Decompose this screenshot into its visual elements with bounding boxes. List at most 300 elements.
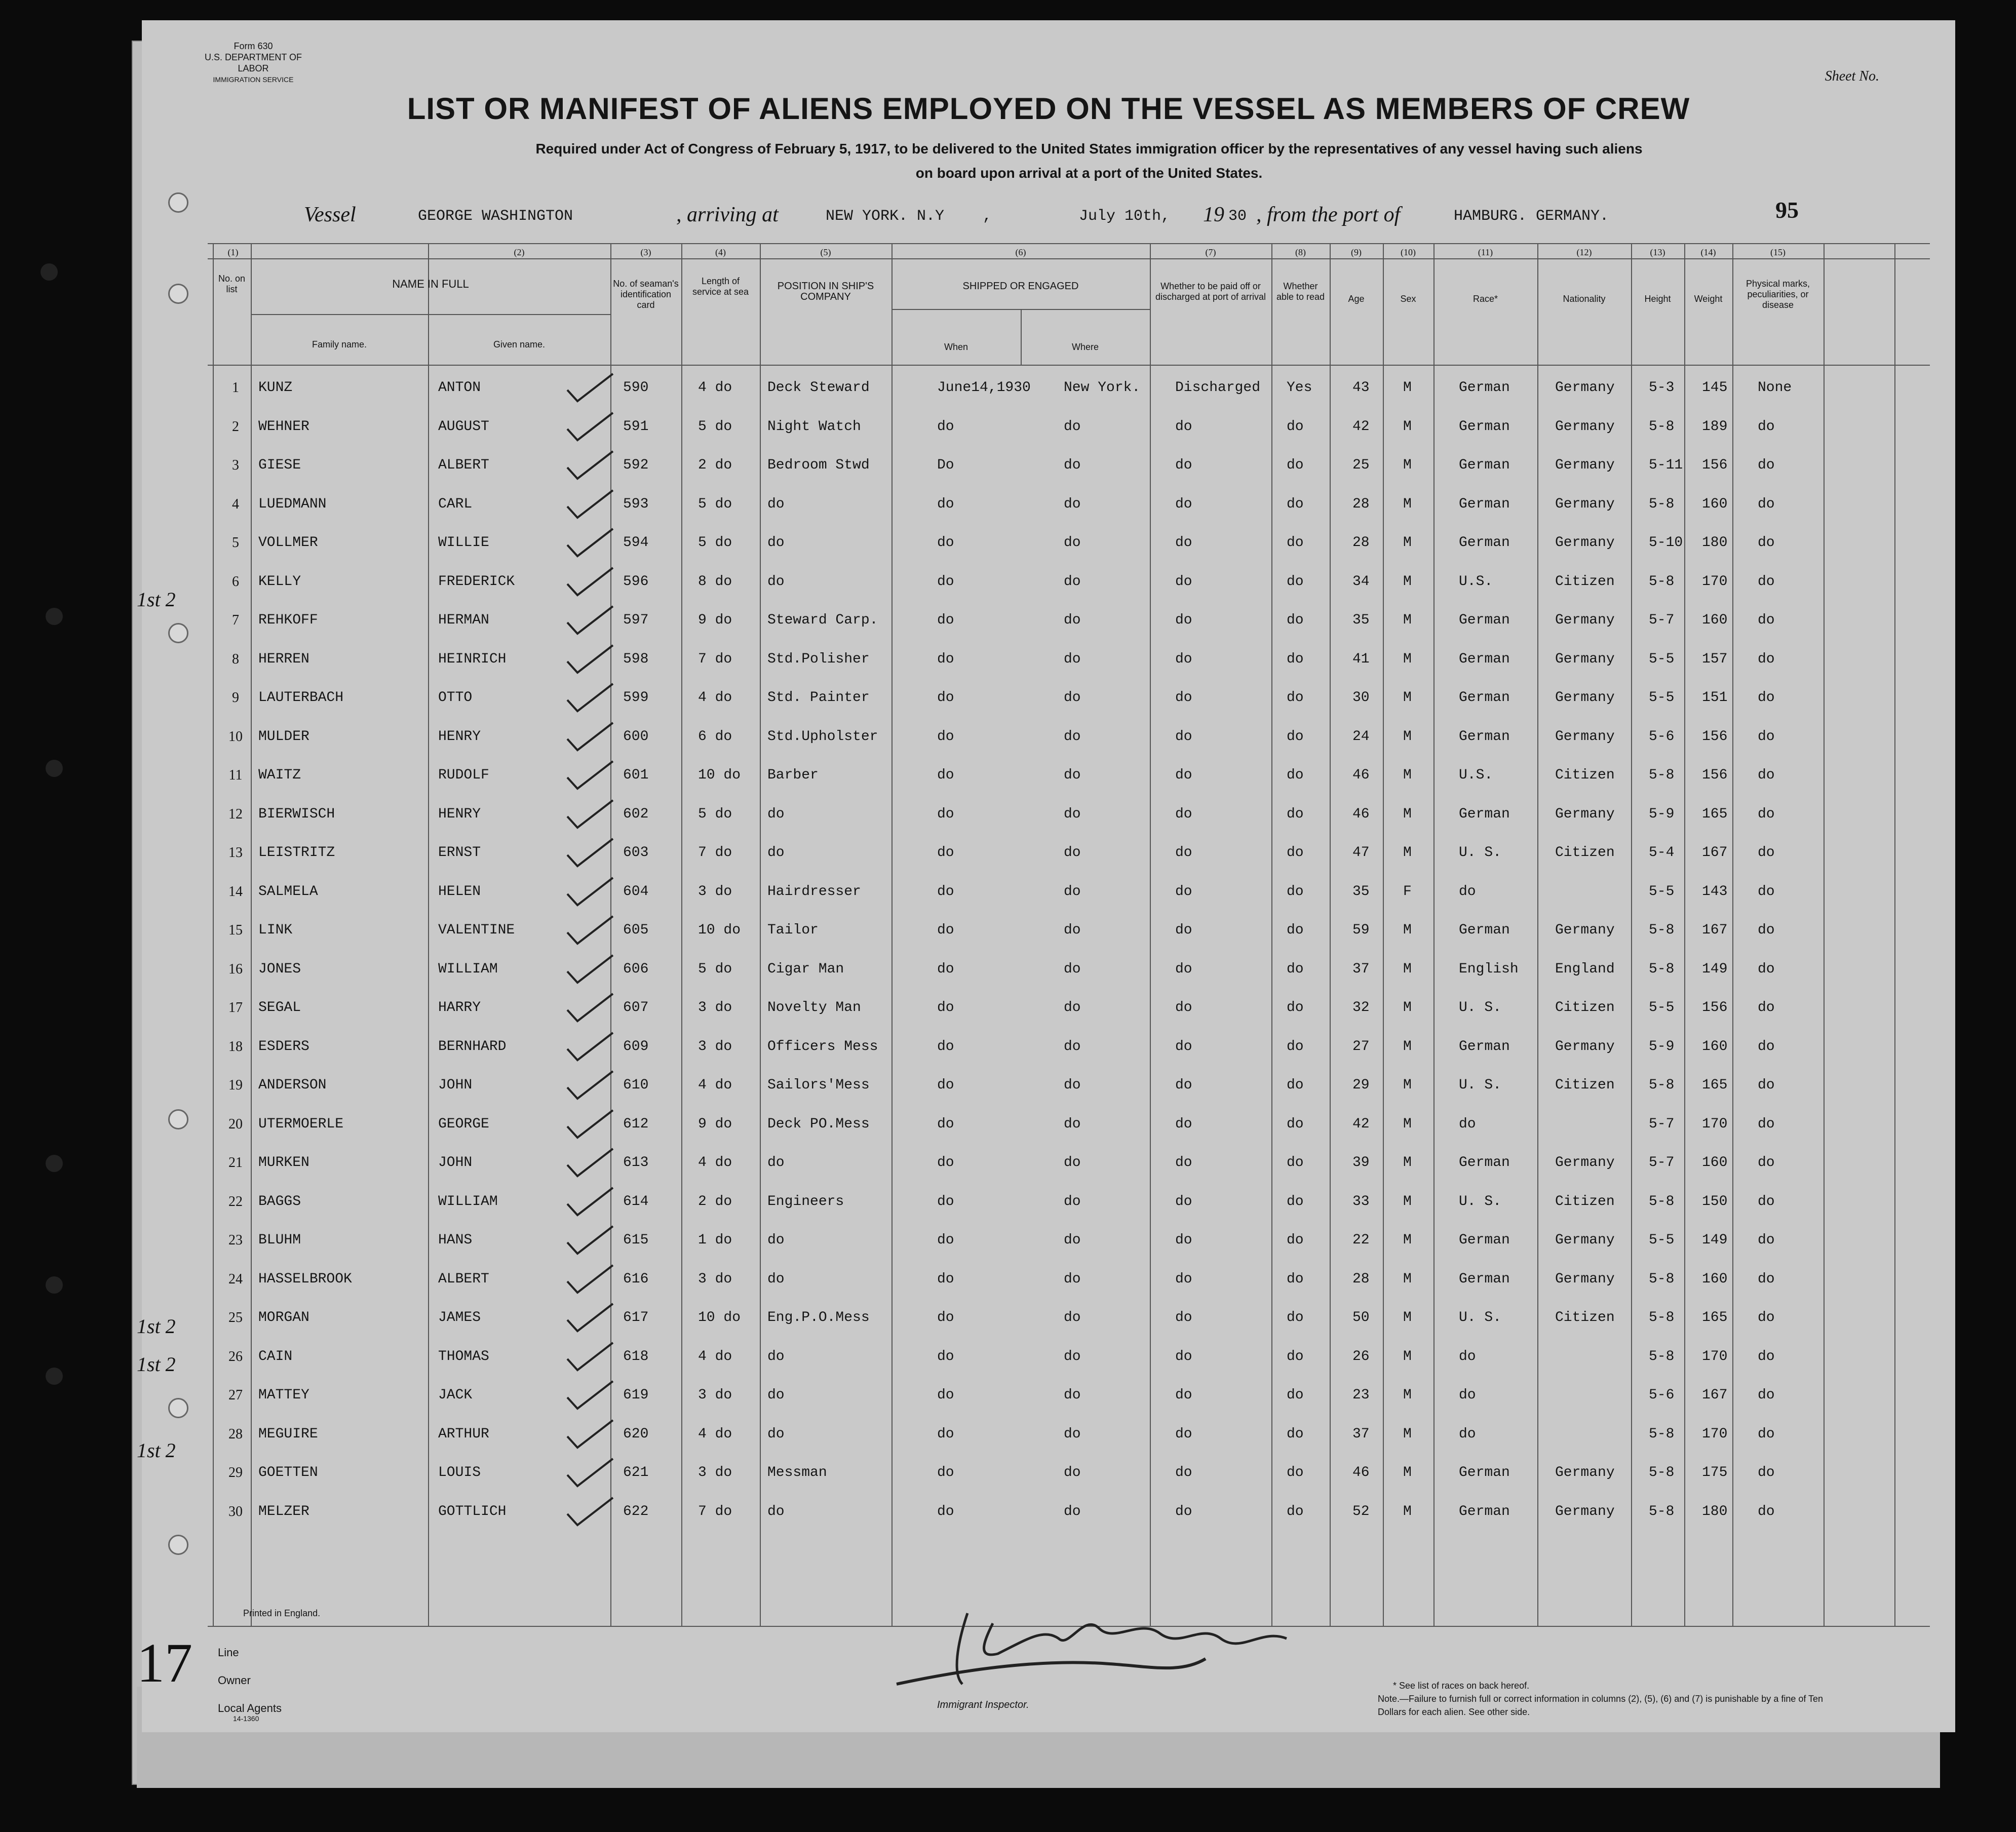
shipped-where: New York. [1064, 380, 1141, 396]
given-name: RUDOLF [438, 767, 489, 783]
col-number: (6) [1015, 247, 1026, 257]
nationality: Germany [1555, 690, 1615, 706]
height: 5-7 [1649, 1116, 1675, 1132]
family-name: CAIN [258, 1348, 293, 1365]
race: do [1459, 1348, 1476, 1365]
given-name: AUGUST [438, 418, 489, 435]
sex: M [1403, 535, 1412, 551]
family-name: LINK [258, 922, 293, 938]
family-name: BLUHM [258, 1232, 301, 1248]
family-name: ESDERS [258, 1038, 309, 1055]
service-length: 5 do [698, 535, 732, 551]
race: German [1459, 535, 1510, 551]
height: 5-8 [1649, 573, 1675, 590]
age: 33 [1352, 1193, 1370, 1210]
weight: 170 [1702, 573, 1728, 590]
shipped-where: do [1064, 961, 1081, 977]
height: 5-8 [1649, 1077, 1675, 1093]
family-name: WEHNER [258, 418, 309, 435]
given-name: HELEN [438, 883, 481, 900]
vessel-label: Vessel [304, 203, 356, 226]
height: 5-8 [1649, 1193, 1675, 1210]
check-mark-icon [562, 1339, 618, 1374]
sex: F [1403, 883, 1412, 900]
header-nationality: Nationality [1563, 294, 1606, 304]
race: German [1459, 1465, 1510, 1480]
weight: 149 [1702, 1232, 1728, 1248]
nationality: Citizen [1555, 845, 1615, 861]
race: U. S. [1459, 1077, 1502, 1093]
given-name: HENRY [438, 806, 481, 822]
header-shipped-or-engaged: SHIPPED OR ENGAGED [962, 281, 1079, 292]
physical-marks: do [1758, 806, 1775, 822]
sex: M [1403, 767, 1412, 783]
paid-off: do [1175, 1077, 1192, 1093]
given-name: VALENTINE [438, 922, 515, 938]
row-number: 5 [232, 535, 239, 551]
given-name: HERMAN [438, 612, 489, 628]
header-when: When [944, 342, 968, 352]
service-length: 7 do [698, 845, 732, 861]
local-agents-label: Local Agents [218, 1702, 282, 1714]
id-card-number: 604 [623, 883, 649, 900]
header-given-name: Given name. [493, 339, 546, 349]
given-name: GOTTLICH [438, 1503, 507, 1519]
service-length: 2 do [698, 1193, 732, 1210]
sex: M [1403, 573, 1412, 590]
family-name: HASSELBROOK [258, 1271, 352, 1287]
shipped-where: do [1064, 883, 1081, 900]
paid-off: do [1175, 573, 1192, 590]
position: Deck Steward [767, 380, 870, 396]
physical-marks: do [1758, 1038, 1775, 1055]
footer-notes [1378, 1679, 1824, 1719]
height: 5-7 [1649, 612, 1675, 628]
check-mark-icon [562, 525, 618, 560]
paid-off: do [1175, 651, 1192, 667]
subtitle-line-2: on board upon arrival at a port of the United States. [915, 165, 1263, 181]
shipped-where: do [1064, 612, 1081, 628]
shipped-when: do [937, 535, 954, 551]
given-name: HARRY [438, 1000, 481, 1016]
physical-marks: do [1758, 457, 1775, 473]
table-row [208, 719, 1930, 757]
family-name: ANDERSON [258, 1077, 327, 1093]
height: 5-5 [1649, 651, 1675, 667]
position: Bedroom Stwd [767, 457, 870, 473]
service-length: 5 do [698, 418, 732, 435]
position: do [767, 535, 785, 551]
check-mark-icon [562, 447, 618, 483]
weight: 167 [1702, 845, 1728, 861]
given-name: HENRY [438, 728, 481, 745]
id-card-number: 620 [623, 1426, 649, 1442]
row-line [208, 243, 1930, 244]
height: 5-5 [1649, 690, 1675, 706]
paid-off: do [1175, 806, 1192, 822]
shipped-where: do [1064, 767, 1081, 783]
shipped-where: do [1064, 728, 1081, 745]
age: 50 [1352, 1310, 1370, 1326]
family-name: GIESE [258, 457, 301, 473]
service-length: 2 do [698, 457, 732, 473]
height: 5-10 [1649, 535, 1683, 551]
nationality: Germany [1555, 1232, 1615, 1248]
weight: 167 [1702, 922, 1728, 938]
height: 5-8 [1649, 1310, 1675, 1326]
age: 26 [1352, 1348, 1370, 1365]
race: U. S. [1459, 1310, 1502, 1326]
family-name: MORGAN [258, 1310, 309, 1326]
row-number: 9 [232, 690, 239, 706]
family-name: HERREN [258, 651, 309, 667]
check-mark-icon [562, 1145, 618, 1180]
given-name: JOHN [438, 1155, 473, 1171]
age: 47 [1352, 845, 1370, 861]
given-name: WILLIE [438, 535, 489, 551]
penalty-note: Note.—Failure to furnish full or correct information in columns (2), (5), (6) and (7) is punishable by a fine of Ten Dollars for each alien. See other side. [1378, 1694, 1824, 1717]
nationality: Citizen [1555, 1193, 1615, 1210]
check-mark-icon [562, 602, 618, 638]
paid-off: do [1175, 1503, 1192, 1519]
able-to-read: do [1287, 1077, 1304, 1093]
position: do [767, 845, 785, 861]
race: U. S. [1459, 1000, 1502, 1016]
able-to-read: do [1287, 922, 1304, 938]
service-length: 3 do [698, 1387, 732, 1403]
position: do [767, 1348, 785, 1365]
service-name: IMMIGRATION SERVICE [213, 75, 294, 84]
paid-off: do [1175, 883, 1192, 900]
shipped-where: do [1064, 1387, 1081, 1403]
paid-off: do [1175, 961, 1192, 977]
given-name: FREDERICK [438, 573, 515, 590]
family-name: LUEDMANN [258, 496, 327, 512]
arriving-label: , arriving at [676, 203, 779, 226]
shipped-where: do [1064, 690, 1081, 706]
weight: 151 [1702, 690, 1728, 706]
age: 42 [1352, 1116, 1370, 1132]
age: 35 [1352, 883, 1370, 900]
line-label: Line [218, 1646, 239, 1659]
check-mark-icon [562, 951, 618, 987]
paid-off: do [1175, 1116, 1192, 1132]
paid-off: do [1175, 767, 1192, 783]
shipped-when: do [937, 1000, 954, 1016]
service-length: 4 do [698, 690, 732, 706]
id-card-number: 618 [623, 1348, 649, 1365]
header-physical-marks: Physical marks, peculiarities, or disease [1746, 279, 1810, 310]
weight: 149 [1702, 961, 1728, 977]
sex: M [1403, 1000, 1412, 1016]
row-number: 1 [232, 380, 239, 396]
age: 28 [1352, 1271, 1370, 1287]
paid-off: do [1175, 418, 1192, 435]
race: German [1459, 1232, 1510, 1248]
sex: M [1403, 380, 1412, 396]
shipped-where: do [1064, 1271, 1081, 1287]
table-row [208, 370, 1930, 408]
binder-hole [46, 1368, 63, 1385]
race: German [1459, 728, 1510, 745]
weight: 165 [1702, 1310, 1728, 1326]
nationality: Citizen [1555, 573, 1615, 590]
height: 5-3 [1649, 380, 1675, 396]
paid-off: do [1175, 1000, 1192, 1016]
age: 35 [1352, 612, 1370, 628]
weight: 143 [1702, 883, 1728, 900]
position: do [767, 1155, 785, 1171]
sex: M [1403, 1465, 1412, 1480]
able-to-read: do [1287, 1310, 1304, 1326]
paid-off: do [1175, 1271, 1192, 1287]
position: do [767, 573, 785, 590]
col-number: (9) [1351, 247, 1362, 257]
nationality: Germany [1555, 806, 1615, 822]
table-row [208, 1300, 1930, 1338]
sex: M [1403, 496, 1412, 512]
service-length: 7 do [698, 651, 732, 667]
table-row [208, 757, 1930, 796]
able-to-read: do [1287, 612, 1304, 628]
row-number: 18 [228, 1038, 243, 1055]
header-where: Where [1071, 342, 1099, 352]
physical-marks: do [1758, 1155, 1775, 1171]
height: 5-11 [1649, 457, 1683, 473]
height: 5-9 [1649, 806, 1675, 822]
id-card-number: 615 [623, 1232, 649, 1248]
shipped-where: do [1064, 1000, 1081, 1016]
sex: M [1403, 922, 1412, 938]
page-number: 95 [1775, 197, 1799, 223]
table-row [208, 680, 1930, 718]
id-card-number: 606 [623, 961, 649, 977]
id-card-number: 592 [623, 457, 649, 473]
col-number: (8) [1295, 247, 1306, 257]
inspector-signature [876, 1583, 1332, 1704]
table-row [208, 525, 1930, 563]
service-length: 5 do [698, 961, 732, 977]
weight: 160 [1702, 496, 1728, 512]
weight: 189 [1702, 418, 1728, 435]
family-name: LEISTRITZ [258, 845, 335, 861]
physical-marks: do [1758, 651, 1775, 667]
weight: 150 [1702, 1193, 1728, 1210]
table-row [208, 1067, 1930, 1106]
age: 37 [1352, 1426, 1370, 1442]
position: Std.Upholster [767, 728, 878, 745]
id-card-number: 590 [623, 380, 649, 396]
position: Tailor [767, 922, 819, 938]
shipped-when: do [937, 1193, 954, 1210]
punch-hole [168, 192, 188, 213]
binder-hole [46, 1155, 63, 1172]
able-to-read: do [1287, 883, 1304, 900]
age: 41 [1352, 651, 1370, 667]
age: 23 [1352, 1387, 1370, 1403]
paid-off: do [1175, 1038, 1192, 1055]
age: 24 [1352, 728, 1370, 745]
family-name: SEGAL [258, 1000, 301, 1016]
paid-off: Discharged [1175, 380, 1261, 396]
able-to-read: do [1287, 418, 1304, 435]
position: Hairdresser [767, 883, 861, 900]
position: do [767, 496, 785, 512]
height: 5-6 [1649, 1387, 1675, 1403]
position: Night Watch [767, 418, 861, 435]
physical-marks: do [1758, 573, 1775, 590]
height: 5-5 [1649, 1000, 1675, 1016]
service-length: 6 do [698, 728, 732, 745]
shipped-where: do [1064, 651, 1081, 667]
physical-marks: do [1758, 1232, 1775, 1248]
given-name: JAMES [438, 1310, 481, 1326]
age: 25 [1352, 457, 1370, 473]
able-to-read: do [1287, 961, 1304, 977]
margin-note: 1st 2 [137, 1353, 176, 1376]
shipped-when: do [937, 573, 954, 590]
able-to-read: Yes [1287, 380, 1312, 396]
table-row [208, 409, 1930, 447]
check-mark-icon [562, 719, 618, 754]
physical-marks: do [1758, 1465, 1775, 1480]
vessel-name: GEORGE WASHINGTON [418, 208, 573, 225]
id-card-number: 594 [623, 535, 649, 551]
row-number: 14 [228, 883, 243, 900]
race: German [1459, 1271, 1510, 1287]
sex: M [1403, 1503, 1412, 1519]
departure-port: HAMBURG. GERMANY. [1454, 208, 1609, 225]
service-length: 7 do [698, 1503, 732, 1519]
weight: 160 [1702, 1271, 1728, 1287]
nationality: Germany [1555, 612, 1615, 628]
shipped-where: do [1064, 1193, 1081, 1210]
id-card-number: 599 [623, 690, 649, 706]
col-number: (1) [227, 247, 239, 257]
header-no-on-list: No. on list [218, 274, 246, 294]
id-card-number: 598 [623, 651, 649, 667]
page-subtitle [355, 137, 1824, 185]
header-name-in-full: NAME IN FULL [392, 278, 469, 290]
row-number: 16 [228, 961, 243, 977]
position: Sailors'Mess [767, 1077, 870, 1093]
table-row [208, 564, 1930, 602]
able-to-read: do [1287, 845, 1304, 861]
check-mark-icon [562, 641, 618, 677]
height: 5-8 [1649, 922, 1675, 938]
punch-hole [168, 1398, 188, 1418]
physical-marks: do [1758, 418, 1775, 435]
table-row [208, 796, 1930, 835]
table-row [208, 1145, 1930, 1183]
given-name: JACK [438, 1387, 473, 1403]
paid-off: do [1175, 728, 1192, 745]
id-card-number: 603 [623, 845, 649, 861]
col-number: (5) [820, 247, 831, 257]
age: 46 [1352, 806, 1370, 822]
able-to-read: do [1287, 1193, 1304, 1210]
binder-hole [41, 263, 58, 281]
physical-marks: do [1758, 690, 1775, 706]
family-name: VOLLMER [258, 535, 318, 551]
arrival-port: NEW YORK. N.Y [826, 208, 945, 225]
table-row [208, 1494, 1930, 1532]
sex: M [1403, 418, 1412, 435]
paid-off: do [1175, 496, 1192, 512]
able-to-read: do [1287, 573, 1304, 590]
age: 22 [1352, 1232, 1370, 1248]
shipped-where: do [1064, 1155, 1081, 1171]
row-number: 22 [228, 1193, 243, 1210]
header-height: Height [1644, 294, 1671, 304]
able-to-read: do [1287, 457, 1304, 473]
table-row [208, 990, 1930, 1028]
row-number: 17 [228, 1000, 243, 1016]
paid-off: do [1175, 1387, 1192, 1403]
shipped-when: do [937, 1232, 954, 1248]
shipped-when: do [937, 767, 954, 783]
age: 32 [1352, 1000, 1370, 1016]
height: 5-8 [1649, 418, 1675, 435]
id-card-number: 601 [623, 767, 649, 783]
row-number: 25 [228, 1310, 243, 1326]
sex: M [1403, 1077, 1412, 1093]
physical-marks: do [1758, 922, 1775, 938]
shipped-when: do [937, 1348, 954, 1365]
weight: 160 [1702, 612, 1728, 628]
position: Steward Carp. [767, 612, 878, 628]
position: Eng.P.O.Mess [767, 1310, 870, 1326]
table-row [208, 951, 1930, 990]
race: German [1459, 1155, 1510, 1171]
check-mark-icon [562, 835, 618, 870]
service-length: 3 do [698, 883, 732, 900]
id-card-number: 605 [623, 922, 649, 938]
height: 5-5 [1649, 1232, 1675, 1248]
table-row [208, 602, 1930, 641]
id-card-number: 593 [623, 496, 649, 512]
table-row [208, 1222, 1930, 1261]
family-name: MULDER [258, 728, 309, 745]
shipped-when: do [937, 1387, 954, 1403]
physical-marks: do [1758, 1271, 1775, 1287]
age: 46 [1352, 767, 1370, 783]
race: German [1459, 806, 1510, 822]
able-to-read: do [1287, 1038, 1304, 1055]
col-number: (10) [1401, 247, 1416, 257]
paid-off: do [1175, 1310, 1192, 1326]
id-card-number: 616 [623, 1271, 649, 1287]
service-length: 3 do [698, 1038, 732, 1055]
year-prefix: 19 [1203, 203, 1224, 226]
check-mark-icon [562, 1455, 618, 1490]
check-mark-icon [562, 486, 618, 522]
family-name: BAGGS [258, 1193, 301, 1210]
service-length: 4 do [698, 1348, 732, 1365]
col-number: (11) [1478, 247, 1493, 257]
row-number: 3 [232, 457, 239, 473]
header-length-of-service: Length of service at sea [692, 276, 749, 297]
nationality: Germany [1555, 922, 1615, 938]
shipped-when: do [937, 690, 954, 706]
owner-label: Owner [218, 1674, 251, 1687]
height: 5-7 [1649, 1155, 1675, 1171]
race: German [1459, 457, 1510, 473]
table-row [208, 874, 1930, 912]
age: 43 [1352, 380, 1370, 396]
given-name: ANTON [438, 380, 481, 396]
arrival-year: 30 [1228, 208, 1247, 225]
